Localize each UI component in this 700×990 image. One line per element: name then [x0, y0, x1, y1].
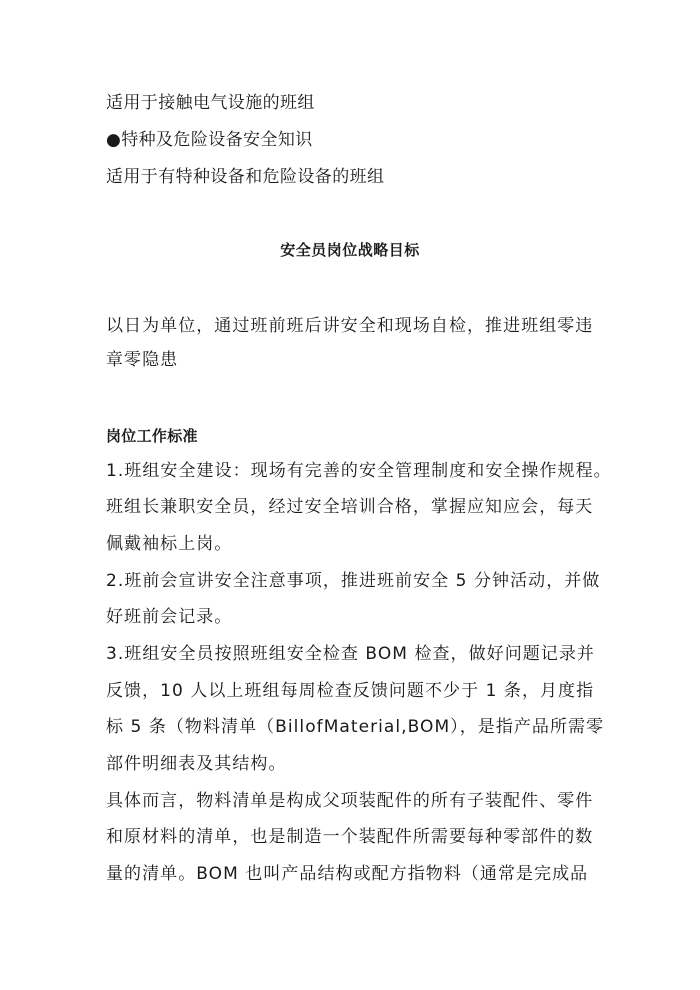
standards-line: 佩戴袖标上岗。 — [106, 534, 233, 554]
standards-line: 量的清单。BOM 也叫产品结构或配方指物料（通常是完成品 — [106, 864, 589, 884]
standards-line: 2.班前会宣讲安全注意事项，推进班前安全 5 分钟活动，并做 — [106, 571, 601, 591]
standards-line: 好班前会记录。 — [106, 607, 233, 627]
standards-heading: 岗位工作标准 — [106, 427, 198, 445]
standards-line: 和原材料的清单，也是制造一个装配件所需要每种零部件的数 — [106, 827, 594, 847]
intro-line-3: 适用于有特种设备和危险设备的班组 — [106, 167, 385, 187]
standards-line: 班组长兼职安全员，经过安全培训合格，掌握应知应会，每天 — [106, 497, 594, 517]
goal-line-1: 以日为单位，通过班前班后讲安全和现场自检，推进班组零违 — [106, 316, 594, 336]
standards-line: 反馈，10 人以上班组每周检查反馈问题不少于 1 条，月度指 — [106, 681, 595, 701]
section-title: 安全员岗位战略目标 — [280, 241, 420, 259]
standards-line: 标 5 条（物料清单（BillofMaterial,BOM），是指产品所需零 — [106, 717, 605, 737]
standards-line: 3.班组安全员按照班组安全检查 BOM 检查，做好问题记录并 — [106, 644, 595, 664]
standards-line: 部件明细表及其结构。 — [106, 754, 287, 774]
intro-bullet-line: ●特种及危险设备安全知识 — [106, 130, 313, 150]
standards-line: 具体而言，物料清单是构成父项装配件的所有子装配件、零件 — [106, 791, 594, 811]
goal-line-2: 章零隐患 — [106, 350, 179, 370]
standards-line: 1.班组安全建设：现场有完善的安全管理制度和安全操作规程。 — [106, 461, 612, 481]
intro-line-1: 适用于接触电气设施的班组 — [106, 93, 315, 113]
